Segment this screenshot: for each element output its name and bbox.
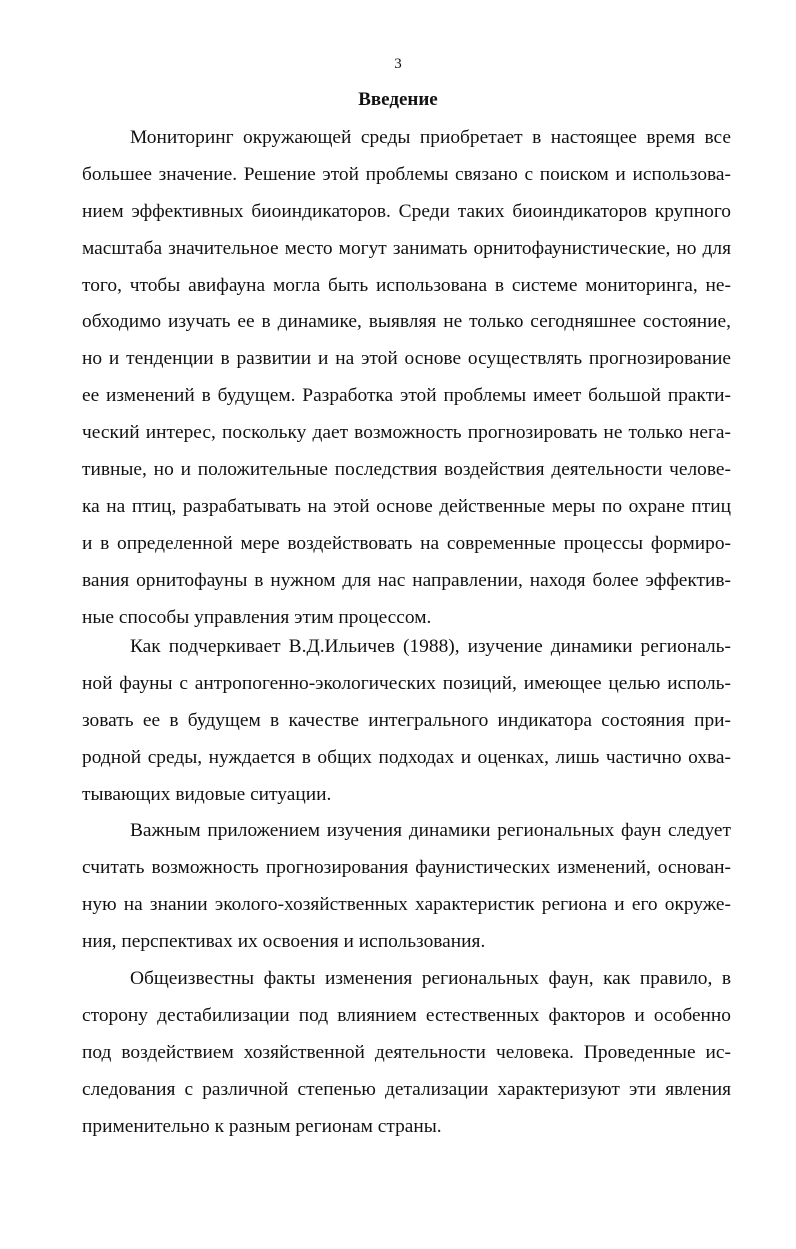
- paragraph-line: ную на знании эколого-хозяйственных характеристик региона и его окруже-: [82, 893, 731, 915]
- paragraph-line: но и тенденции в развитии и на этой основе осуществлять прогнозирование: [82, 348, 731, 370]
- page-number: 3: [394, 56, 402, 72]
- paragraph-line: ния, перспективах их освоения и использования.: [82, 930, 486, 952]
- paragraph-line: большее значение. Решение этой проблемы связано с поиском и использова-: [82, 163, 731, 185]
- paragraph-line: следования с различной степенью детализации характеризуют эти явления: [82, 1078, 731, 1100]
- paragraph-line: тивные, но и положительные последствия воздействия деятельности челове-: [82, 459, 731, 481]
- section-heading: Введение: [358, 89, 438, 110]
- paragraph-line: родной среды, нуждается в общих подходах и оценках, лишь частично охва-: [82, 746, 731, 768]
- paragraph-line: считать возможность прогнозирования фаунистических изменений, основан-: [82, 856, 731, 878]
- paragraph-line: применительно к разным регионам страны.: [82, 1115, 442, 1137]
- paragraph-line: ческий интерес, поскольку дает возможность прогнозировать не только нега-: [82, 422, 731, 444]
- paragraph-line: ее изменений в будущем. Разработка этой проблемы имеет большой практи-: [82, 385, 731, 407]
- paragraph-line: Как подчеркивает В.Д.Ильичев (1988), изучение динамики региональ-: [130, 636, 731, 657]
- paragraph-3: [82, 813, 731, 961]
- paragraph-line: сторону дестабилизации под влиянием естественных факторов и особенно: [82, 1004, 731, 1026]
- paragraph-line: зовать ее в будущем в качестве интегрального индикатора состояния при-: [82, 709, 731, 731]
- paragraph-line: Важным приложением изучения динамики региональных фаун следует: [130, 820, 731, 841]
- paragraph-line: ка на птиц, разрабатывать на этой основе действенные меры по охране птиц: [82, 495, 731, 517]
- paragraph-line: Общеизвестны факты изменения региональных фаун, как правило, в: [130, 968, 731, 989]
- paragraph-2: [82, 629, 731, 813]
- paragraph-line: обходимо изучать ее в динамике, выявляя не только сегодняшнее состояние,: [82, 311, 731, 333]
- paragraph-line: ные способы управления этим процессом.: [82, 606, 432, 628]
- paragraph-1: [82, 120, 731, 636]
- paragraph-line: ной фауны с антропогенно-экологических позиций, имеющее целью исполь-: [82, 672, 731, 694]
- paragraph-line: вания орнитофауны в нужном для нас направлении, находя более эффектив-: [82, 569, 731, 591]
- paragraph-line: Мониторинг окружающей среды приобретает в настоящее время все: [130, 127, 731, 148]
- paragraph-line: тывающих видовые ситуации.: [82, 783, 332, 805]
- paragraph-line: нием эффективных биоиндикаторов. Среди таких биоиндикаторов крупного: [82, 200, 731, 222]
- paragraph-line: масштаба значительное место могут занимать орнитофаунистические, но для: [82, 237, 731, 259]
- paragraph-line: и в определенной мере воздействовать на современные процессы формиро-: [82, 532, 731, 554]
- paragraph-line: под воздействием хозяйственной деятельности человека. Проведенные ис-: [82, 1041, 731, 1063]
- paragraph-line: того, чтобы авифауна могла быть использована в системе мониторинга, не-: [82, 274, 731, 296]
- paragraph-4: [82, 961, 731, 1145]
